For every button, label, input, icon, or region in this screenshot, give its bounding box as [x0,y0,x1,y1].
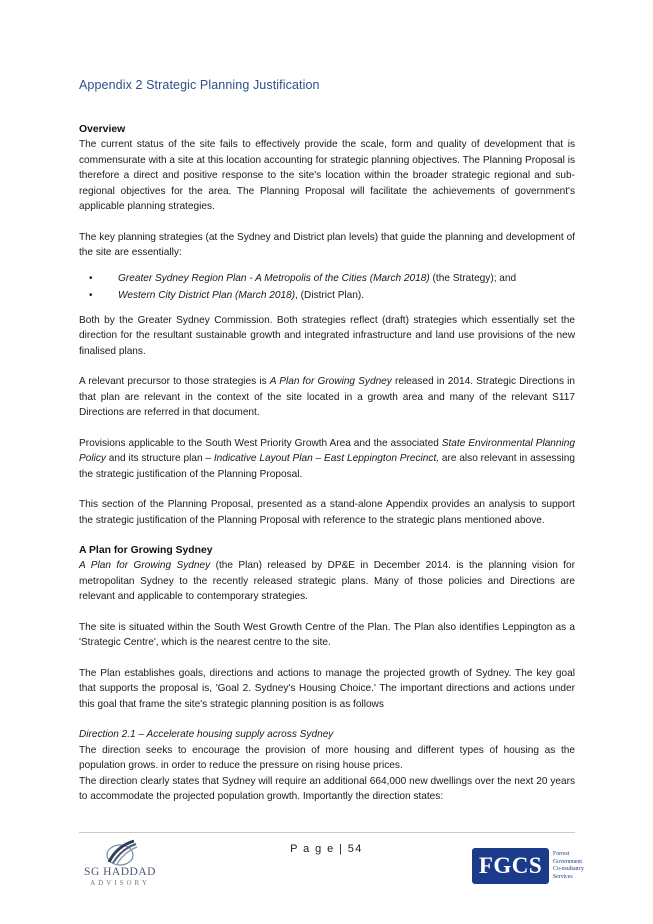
overview-paragraph-2: The key planning strategies (at the Sydney and District plan levels) that guide the planning and development of the site are essentially: [79,231,575,258]
list-item-title: Western City District Plan (March 2018) [118,289,296,301]
emphasis-text: A Plan for Growing Sydney [79,560,211,571]
fgcs-tagline-line: Services [553,873,573,880]
overview-paragraph-6: This section of the Planning Proposal, presented as a stand-alone Appendix provides an analysis to support the strategic justification of the Planning Proposal with reference to the strategic plans mentioned above. [79,499,575,526]
plan-paragraph-5: The direction clearly states that Sydney will require an additional 664,000 new dwellings over the next 20 years to accommodate the projected population growth. Importantly the direction states: [79,775,575,802]
plan-paragraph-2: The site is situated within the South West Growth Centre of the Plan. The Plan also identifies Leppington as a 'Strategic Centre', which is the nearest centre to the site. [79,621,575,648]
overview-paragraph-3: Both by the Greater Sydney Commission. Both strategies reflect (draft) strategies which essentially set the direction for the resultant sustainable growth and integrated infrastructure and land use provisions of the new finalised plans. [79,314,575,357]
list-item-title: Greater Sydney Region Plan - A Metropolis of the Cities (March 2018) [118,272,430,284]
direction-heading [79,727,575,743]
sg-haddad-name: SG HADDAD [84,866,156,878]
fgcs-logo-box [472,848,549,884]
plan-paragraph-3: The Plan establishes goals, directions and actions to manage the projected growth of Sydney. The key goal that supports the proposal is, 'Goal 2. Sydney's Housing Choice.' The important directions and actions under this goal that frame the site's strategic planning position is as follows [79,667,575,710]
text-span: (the Plan) released by DP&E in December 2014. is the planning vision for metropolitan Sydney to the recently released strategic plans. Many of those policies and Directions are relevant and applicable to contemporary strategies. [79,560,575,602]
page-title: Appendix 2 Strategic Planning Justification [79,78,320,92]
text-span: A relevant precursor to those strategies is [79,376,270,387]
fgcs-logo [472,848,602,884]
text-span: Provisions applicable to the South West Priority Growth Area and the associated [79,437,442,449]
list-item [79,270,575,287]
fgcs-tagline-line: Co-nsultancy [553,866,584,873]
list-item [79,287,575,304]
bullet-icon: • [89,289,93,301]
text-span: are also relevant in assessing the strategic justification of the Planning Proposal. [79,453,575,480]
list-item-rest: (the Strategy); and [429,272,517,284]
emphasis-text: A Plan for Growing Sydney [269,376,392,387]
page-number: P a g e | 54 [290,843,363,855]
text-span: released in 2014. Strategic Directions in that plan are relevant in the context of the site located in a growth area and many of the relevant S117 Directions are referred in that document. [79,376,575,418]
sg-haddad-subtitle: ADVISORY [90,879,150,887]
overview-heading: Overview [79,124,126,135]
fgcs-tagline-line: Forrest [553,851,570,857]
fgcs-logo-letters: FGCS [478,853,543,878]
plan-paragraph-1 [79,558,575,605]
fgcs-tagline-line: Government [553,858,582,865]
footer-divider [79,832,575,833]
bullet-icon: • [89,272,93,284]
body-content [79,122,575,805]
text-span: and its structure plan – [105,453,214,464]
emphasis-text: Indicative Layout Plan – East Leppington Precinct, [213,453,440,464]
overview-paragraph-1: The current status of the site fails to effectively provide the scale, form and quality of development that is commensurate with a site at this location accounting for strategic planning objectives. The Planning Proposal is therefore a direct and positive response to the site's location within the broader strategic regional and sub-regional objectives for the area. The Planning Proposal will facilitate the achievements of government's applicable planning strategies. [79,139,575,212]
emphasis-text: State Environmental Planning Policy [79,437,576,464]
strategy-list [79,270,575,304]
list-item-rest: , (District Plan). [295,289,365,301]
sg-haddad-emblem-icon [82,838,158,866]
sg-haddad-logo [82,838,162,892]
overview-paragraph-4 [79,374,575,421]
plan-heading: A Plan for Growing Sydney [79,545,213,556]
overview-paragraph-5 [79,436,575,483]
emphasis-text: Direction 2.1 – Accelerate housing supply across Sydney [79,729,334,740]
plan-paragraph-4: The direction seeks to encourage the provision of more housing and different types of housing as the population grows. in order to reduce the pressure on rising house prices. [79,744,575,771]
fgcs-tagline [553,851,603,881]
